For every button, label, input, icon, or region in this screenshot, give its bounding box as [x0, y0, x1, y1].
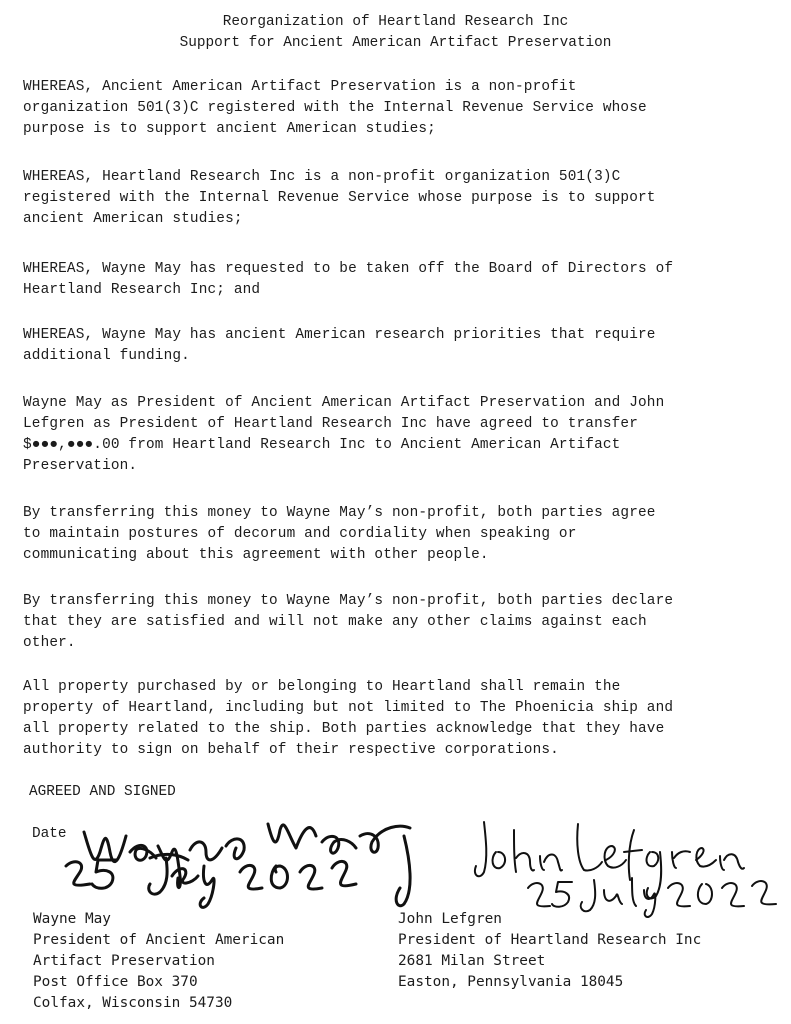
left-signatory-block: Wayne May President of Ancient American Artifact Preservation Post Office Box 370 Colfax, Wisconsin 54730 — [33, 911, 285, 1011]
signature-john-lefgren — [475, 822, 744, 898]
paragraph-whereas-funding: WHEREAS, Wayne May has ancient American research priorities that require additional funding. — [23, 327, 656, 364]
right-signatory-block: John Lefgren President of Heartland Research Inc 2681 Milan Street Easton, Pennsylvania 18045 — [398, 911, 702, 990]
document-title-line2: Support for Ancient American Artifact Preservation — [179, 35, 612, 51]
date-label: Date — [32, 826, 67, 842]
paragraph-transfer-agreement: Wayne May as President of Ancient American Artifact Preservation and John Lefgren as President of Heartland Research Inc have agreed to transfer $●●●,●●●.00 from Heartland Research Inc to Ancient American Artifact Preservation. — [23, 395, 665, 474]
paragraph-whereas-heartland: WHEREAS, Heartland Research Inc is a non-profit organization 501(3)C registered with the Internal Revenue Service whose purpose is to support ancient American studies; — [23, 169, 656, 227]
paragraph-property: All property purchased by or belonging to Heartland shall remain the property of Heartland, including but not limited to The Phoenicia ship and all property related to the ship. Both parties acknowledge that they have authority to sign on behalf of their respective corporations. — [23, 679, 674, 758]
paragraph-whereas-board: WHEREAS, Wayne May has requested to be taken off the Board of Directors of Heartland Research Inc; and — [23, 261, 674, 298]
paragraph-whereas-aaap: WHEREAS, Ancient American Artifact Preservation is a non-profit organization 501(3)C registered with the Internal Revenue Service whose purpose is to support ancient American studies; — [23, 79, 647, 137]
agreed-and-signed-label: AGREED AND SIGNED — [29, 784, 176, 800]
signature-wayne-may — [84, 824, 410, 906]
paragraph-no-claims: By transferring this money to Wayne May’s non-profit, both parties declare that they are satisfied and will not make any other claims against each other. — [23, 593, 674, 651]
paragraph-decorum: By transferring this money to Wayne May’s non-profit, both parties agree to maintain postures of decorum and cordiality when speaking or communicating about this agreement with other people. — [23, 505, 656, 563]
document-title-line1: Reorganization of Heartland Research Inc — [222, 14, 569, 30]
handwritten-date-left — [66, 854, 356, 907]
